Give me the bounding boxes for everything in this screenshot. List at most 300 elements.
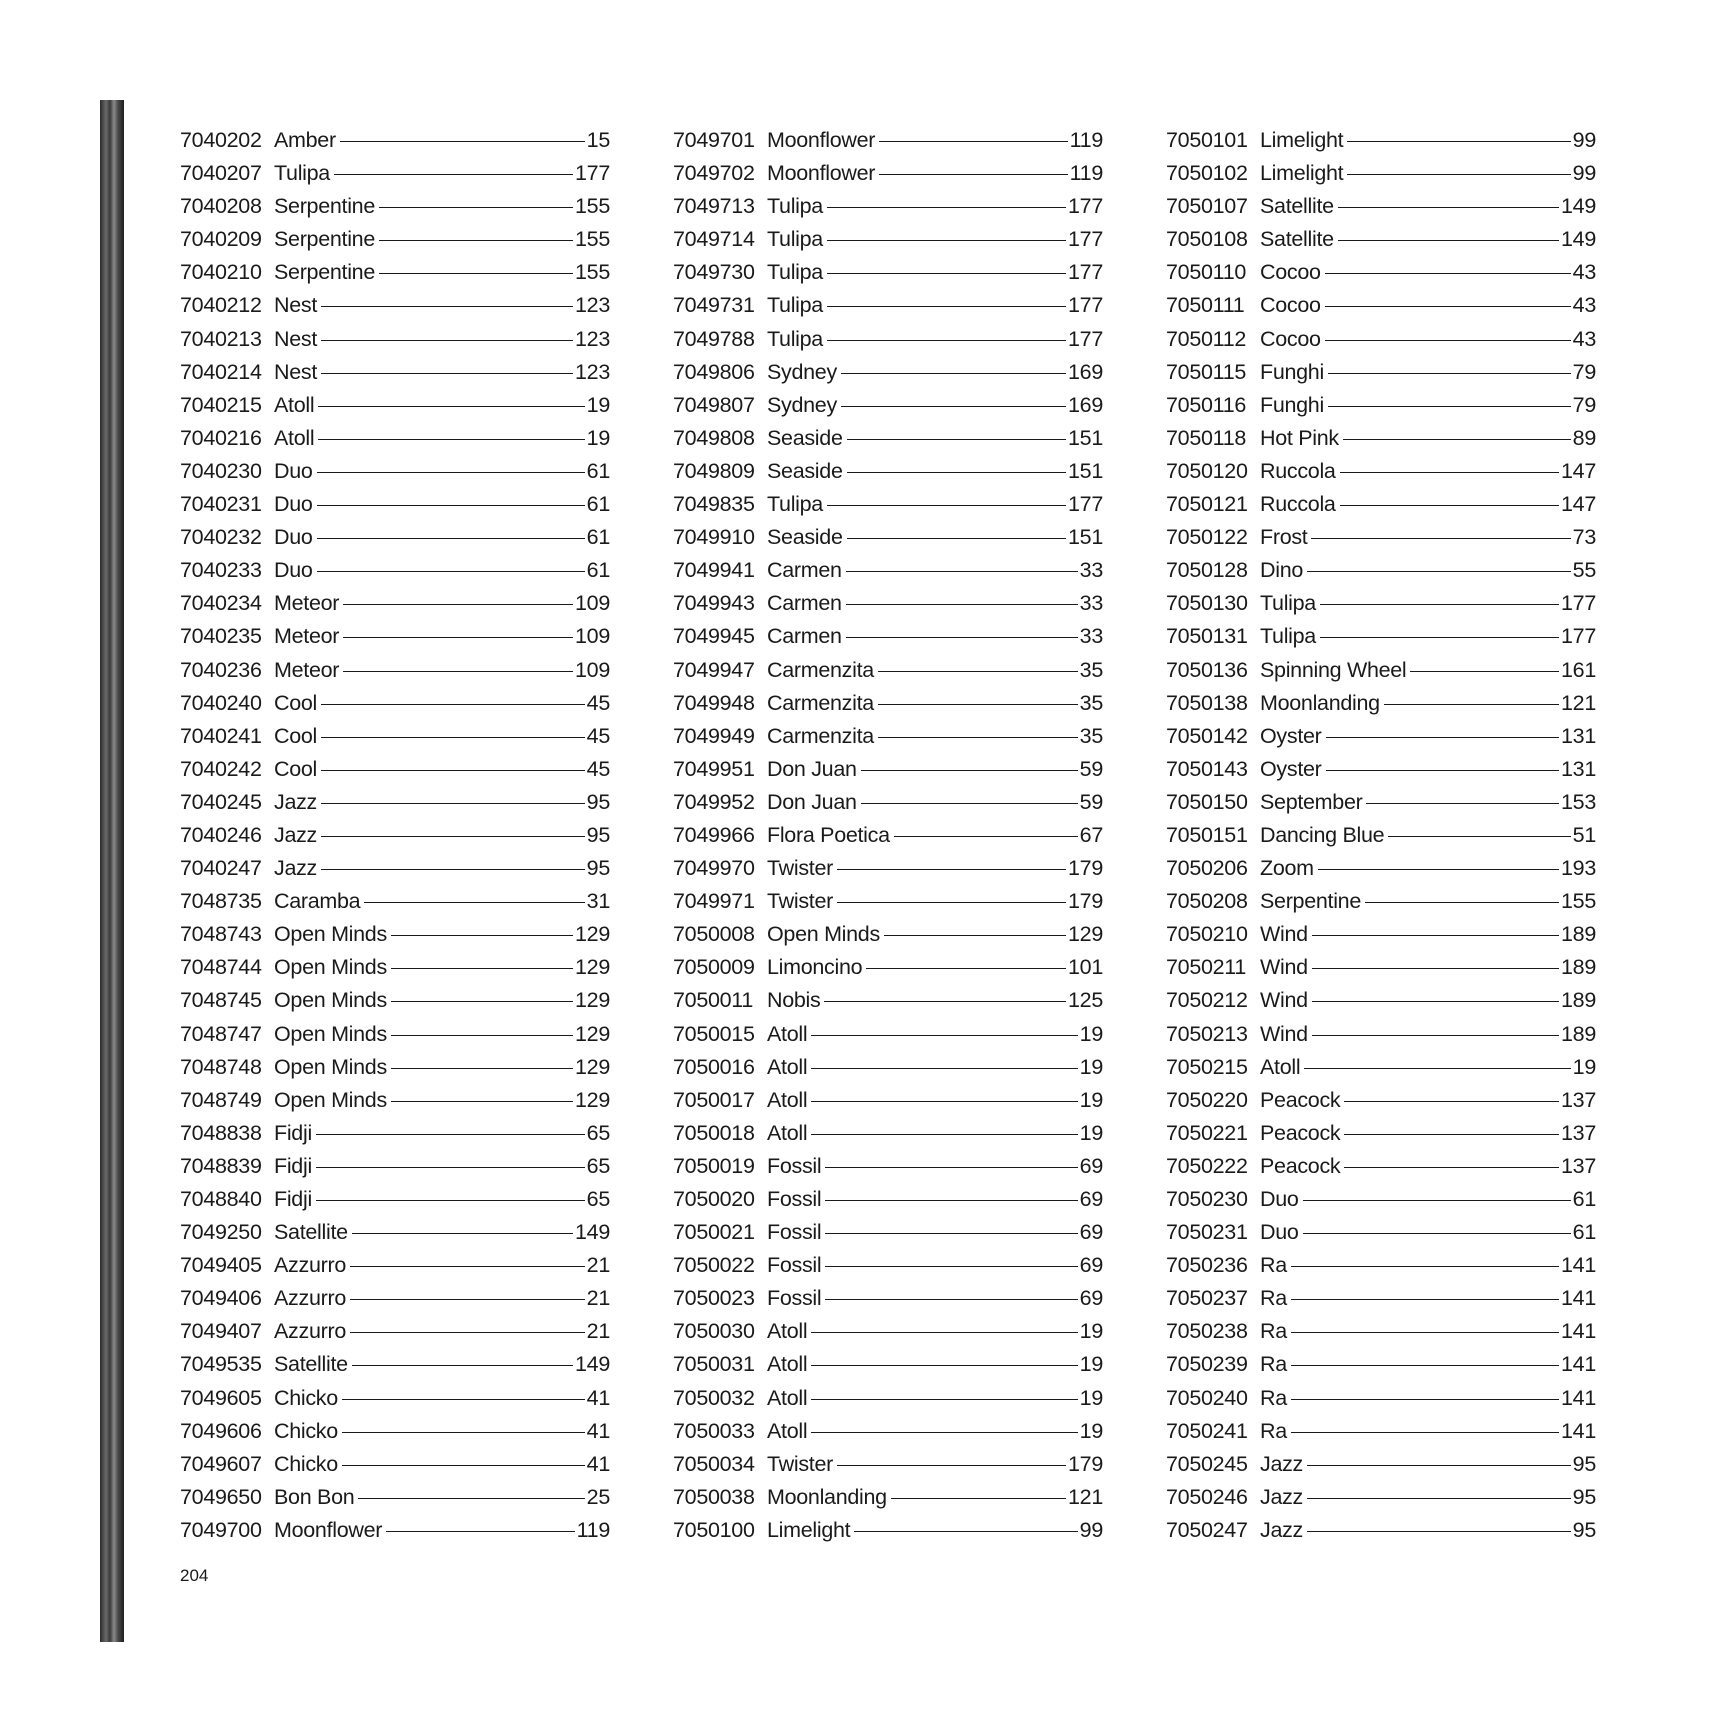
item-code: 7050118 (1166, 425, 1247, 450)
item-page-reference: 35 (1079, 723, 1103, 748)
item-page-reference: 99 (1079, 1517, 1103, 1542)
index-entry (180, 389, 610, 422)
item-code: 7049407 (180, 1319, 262, 1344)
leader-line (1291, 1299, 1559, 1300)
index-entry (673, 455, 1103, 488)
item-page-reference: 21 (586, 1253, 610, 1278)
item-code: 7049807 (673, 392, 755, 417)
item-code: 7050015 (673, 1021, 755, 1046)
leader-line (343, 637, 573, 638)
index-entry (1166, 1282, 1596, 1315)
item-page-reference: 65 (586, 1153, 610, 1178)
leader-line (1320, 604, 1559, 605)
item-name: Don Juan (767, 789, 857, 814)
index-entry (180, 951, 610, 984)
item-code: 7050215 (1166, 1054, 1248, 1079)
item-page-reference: 19 (1079, 1021, 1103, 1046)
item-page-reference: 149 (1561, 194, 1596, 219)
leader-line (316, 1200, 585, 1201)
item-name: Atoll (767, 1054, 808, 1079)
item-code: 7049945 (673, 624, 755, 649)
leader-line (1338, 207, 1559, 208)
item-code: 7050110 (1166, 260, 1247, 285)
item-code: 7049835 (673, 492, 755, 517)
item-name: Open Minds (274, 955, 387, 980)
index-entry (1166, 488, 1596, 521)
item-code: 7050115 (1166, 359, 1247, 384)
item-code: 7050239 (1166, 1352, 1248, 1377)
item-page-reference: 61 (1572, 1220, 1596, 1245)
index-entry (1166, 1150, 1596, 1183)
item-code: 7050138 (1166, 690, 1248, 715)
item-page-reference: 33 (1079, 624, 1103, 649)
item-page-reference: 89 (1572, 425, 1596, 450)
leader-line (321, 770, 585, 771)
leader-line (1410, 671, 1559, 672)
index-entry (1166, 1382, 1596, 1415)
index-entry (673, 1481, 1103, 1514)
item-name: Cocoo (1260, 260, 1321, 285)
item-name: Tulipa (767, 227, 823, 252)
index-entry (180, 1117, 610, 1150)
leader-line (837, 902, 1066, 903)
item-page-reference: 19 (1079, 1087, 1103, 1112)
item-name: Jazz (1260, 1517, 1304, 1542)
leader-line (358, 1498, 584, 1499)
item-code: 7049607 (180, 1451, 262, 1476)
index-entry (673, 1282, 1103, 1315)
item-code: 7050016 (673, 1054, 755, 1079)
item-page-reference: 189 (1561, 922, 1596, 947)
leader-line (824, 1001, 1066, 1002)
leader-line (811, 1068, 1077, 1069)
index-entry (1166, 885, 1596, 918)
item-name: Fossil (767, 1187, 822, 1211)
index-entry (180, 488, 610, 521)
index-entry (180, 1084, 610, 1117)
item-page-reference: 19 (1079, 1352, 1103, 1377)
item-code: 7049910 (673, 525, 755, 550)
index-entry (180, 1415, 610, 1448)
item-name: Duo (274, 558, 313, 583)
index-entry (180, 1018, 610, 1051)
index-entry (180, 455, 610, 488)
leader-line (350, 1266, 585, 1267)
leader-line (1340, 472, 1559, 473)
item-code: 7040232 (180, 525, 262, 550)
leader-line (342, 1432, 585, 1433)
item-name: Carmen (767, 558, 842, 583)
item-page-reference: 179 (1068, 889, 1103, 914)
item-code: 7050206 (1166, 856, 1248, 881)
item-name: Jazz (274, 856, 318, 881)
leader-line (1312, 1035, 1559, 1036)
item-code: 7050231 (1166, 1220, 1248, 1245)
item-page-reference: 169 (1068, 359, 1103, 384)
item-page-reference: 95 (586, 789, 610, 814)
index-entry (673, 323, 1103, 356)
leader-line (352, 1233, 573, 1234)
index-entry (1166, 1117, 1596, 1150)
index-entry (180, 1183, 610, 1216)
leader-line (878, 671, 1078, 672)
item-name: Don Juan (767, 756, 857, 781)
item-page-reference: 149 (1561, 227, 1596, 252)
item-page-reference: 21 (586, 1319, 610, 1344)
item-code: 7049405 (180, 1253, 262, 1278)
item-code: 7050017 (673, 1087, 755, 1112)
item-code: 7050121 (1166, 492, 1248, 517)
index-entry (1166, 1249, 1596, 1282)
item-code: 7040213 (180, 326, 262, 351)
index-entry (1166, 455, 1596, 488)
leader-line (1291, 1332, 1559, 1333)
item-name: Sydney (767, 392, 837, 417)
index-entry (1166, 753, 1596, 786)
item-page-reference: 141 (1561, 1418, 1596, 1443)
leader-line (861, 770, 1078, 771)
item-code: 7050112 (1166, 326, 1247, 351)
index-entry (180, 786, 610, 819)
index-entry (1166, 256, 1596, 289)
item-name: Atoll (1260, 1054, 1301, 1079)
item-page-reference: 129 (1068, 922, 1103, 947)
item-name: September (1260, 789, 1363, 814)
item-code: 7050240 (1166, 1385, 1248, 1410)
index-entry (673, 885, 1103, 918)
leader-line (1307, 571, 1571, 572)
item-code: 7050032 (673, 1385, 755, 1410)
item-page-reference: 41 (586, 1451, 610, 1476)
leader-line (847, 472, 1066, 473)
item-page-reference: 153 (1561, 789, 1596, 814)
index-entry (180, 1216, 610, 1249)
item-code: 7049788 (673, 326, 755, 351)
item-page-reference: 99 (1572, 128, 1596, 152)
item-code: 7050238 (1166, 1319, 1248, 1344)
index-entry (673, 1514, 1103, 1547)
index-entry (180, 753, 610, 786)
leader-line (825, 1266, 1077, 1267)
item-code: 7049948 (673, 690, 755, 715)
item-code: 7050107 (1166, 194, 1248, 219)
leader-line (317, 472, 585, 473)
item-page-reference: 19 (1572, 1054, 1596, 1079)
item-name: Cool (274, 756, 318, 781)
item-page-reference: 99 (1572, 161, 1596, 186)
item-page-reference: 189 (1561, 1021, 1596, 1046)
item-page-reference: 155 (575, 194, 610, 219)
index-entry (673, 720, 1103, 753)
item-code: 7049806 (673, 359, 755, 384)
item-code: 7050143 (1166, 756, 1248, 781)
item-name: Open Minds (274, 922, 387, 947)
item-page-reference: 177 (1068, 227, 1103, 252)
item-code: 7049970 (673, 856, 755, 881)
item-page-reference: 123 (575, 293, 610, 318)
index-entry (673, 190, 1103, 223)
leader-line (1311, 538, 1570, 539)
item-page-reference: 61 (1572, 1187, 1596, 1211)
index-entry (673, 687, 1103, 720)
item-name: Tulipa (274, 161, 330, 186)
item-name: Fossil (767, 1220, 822, 1245)
item-page-reference: 177 (1068, 260, 1103, 285)
item-name: Ra (1260, 1418, 1287, 1443)
item-name: Nest (274, 326, 318, 351)
item-code: 7049535 (180, 1352, 262, 1377)
item-code: 7040212 (180, 293, 262, 318)
item-page-reference: 179 (1068, 1451, 1103, 1476)
item-code: 7050150 (1166, 789, 1248, 814)
item-name: Peacock (1260, 1087, 1341, 1112)
item-code: 7050030 (673, 1319, 755, 1344)
item-page-reference: 155 (1561, 889, 1596, 914)
item-name: Fossil (767, 1153, 822, 1178)
item-name: Atoll (767, 1319, 808, 1344)
item-code: 7050237 (1166, 1286, 1248, 1311)
item-page-reference: 109 (575, 624, 610, 649)
index-entry (180, 1051, 610, 1084)
item-name: Carmen (767, 591, 842, 616)
item-code: 7040241 (180, 723, 262, 748)
item-page-reference: 177 (575, 161, 610, 186)
index-entry (180, 190, 610, 223)
item-page-reference: 41 (586, 1418, 610, 1443)
item-code: 7050131 (1166, 624, 1248, 649)
item-page-reference: 123 (575, 326, 610, 351)
leader-line (1326, 737, 1560, 738)
item-code: 7049952 (673, 789, 755, 814)
item-page-reference: 137 (1561, 1087, 1596, 1112)
item-name: Moonflower (767, 161, 876, 186)
item-page-reference: 61 (586, 458, 610, 483)
item-page-reference: 121 (1068, 1484, 1103, 1509)
leader-line (841, 373, 1066, 374)
leader-line (1328, 373, 1571, 374)
index-entry (673, 1084, 1103, 1117)
leader-line (1318, 869, 1559, 870)
leader-line (827, 207, 1066, 208)
item-name: Fossil (767, 1253, 822, 1278)
index-entry (673, 389, 1103, 422)
index-entry (673, 918, 1103, 951)
item-code: 7050023 (673, 1286, 755, 1311)
index-entry (180, 819, 610, 852)
item-page-reference: 177 (1561, 624, 1596, 649)
item-code: 7050130 (1166, 591, 1248, 616)
item-page-reference: 141 (1561, 1253, 1596, 1278)
item-code: 7050151 (1166, 822, 1248, 847)
index-entry (673, 819, 1103, 852)
item-code: 7040240 (180, 690, 262, 715)
item-name: Fidji (274, 1153, 312, 1178)
item-name: Limelight (767, 1517, 851, 1542)
item-page-reference: 149 (575, 1220, 610, 1245)
item-code: 7050136 (1166, 657, 1248, 682)
index-entry (673, 587, 1103, 620)
item-name: Fidji (274, 1120, 312, 1145)
item-name: Fossil (767, 1286, 822, 1311)
item-name: Limoncino (767, 955, 863, 980)
item-page-reference: 131 (1561, 723, 1596, 748)
item-name: Open Minds (274, 1021, 387, 1046)
index-entry (180, 554, 610, 587)
item-name: Ra (1260, 1319, 1287, 1344)
leader-line (1312, 968, 1559, 969)
item-code: 7049605 (180, 1385, 262, 1410)
item-name: Atoll (767, 1087, 808, 1112)
item-code: 7048743 (180, 922, 262, 947)
index-entry (1166, 1481, 1596, 1514)
leader-line (391, 1001, 573, 1002)
item-name: Sydney (767, 359, 837, 384)
leader-line (321, 737, 585, 738)
index-entry (180, 1348, 610, 1381)
item-name: Meteor (274, 624, 340, 649)
index-entry (1166, 356, 1596, 389)
index-column-3 (1166, 124, 1596, 1547)
index-column-2 (673, 124, 1103, 1547)
item-page-reference: 79 (1572, 359, 1596, 384)
item-name: Zoom (1260, 856, 1314, 881)
item-code: 7050021 (673, 1220, 755, 1245)
item-page-reference: 125 (1068, 988, 1103, 1013)
item-page-reference: 61 (586, 558, 610, 583)
item-page-reference: 189 (1561, 955, 1596, 980)
item-code: 7049730 (673, 260, 755, 285)
item-name: Jazz (1260, 1451, 1304, 1476)
leader-line (318, 439, 584, 440)
item-page-reference: 43 (1572, 326, 1596, 351)
item-name: Satellite (1260, 194, 1334, 219)
item-code: 7050122 (1166, 525, 1248, 550)
index-entry (1166, 819, 1596, 852)
item-name: Chicko (274, 1418, 338, 1443)
item-name: Jazz (1260, 1484, 1304, 1509)
item-page-reference: 15 (586, 128, 610, 152)
item-name: Ra (1260, 1253, 1287, 1278)
item-name: Cool (274, 690, 318, 715)
leader-line (837, 869, 1066, 870)
index-entry (180, 521, 610, 554)
index-column-1 (180, 124, 610, 1547)
item-code: 7040202 (180, 128, 262, 152)
leader-line (316, 1134, 585, 1135)
item-code: 7040235 (180, 624, 262, 649)
item-code: 7048748 (180, 1054, 262, 1079)
leader-line (827, 505, 1066, 506)
item-name: Oyster (1260, 723, 1322, 748)
index-entry (1166, 1183, 1596, 1216)
leader-line (317, 571, 585, 572)
item-code: 7040230 (180, 458, 262, 483)
item-page-reference: 79 (1572, 392, 1596, 417)
item-code: 7049947 (673, 657, 755, 682)
item-page-reference: 169 (1068, 392, 1103, 417)
leader-line (391, 935, 573, 936)
item-code: 7050230 (1166, 1187, 1248, 1211)
item-page-reference: 69 (1079, 1187, 1103, 1211)
item-page-reference: 141 (1561, 1385, 1596, 1410)
index-entry (1166, 786, 1596, 819)
item-page-reference: 35 (1079, 657, 1103, 682)
item-code: 7040234 (180, 591, 262, 616)
index-entry (673, 488, 1103, 521)
item-page-reference: 19 (1079, 1418, 1103, 1443)
leader-line (1325, 340, 1571, 341)
index-entry (1166, 918, 1596, 951)
leader-line (866, 968, 1066, 969)
item-code: 7050034 (673, 1451, 755, 1476)
leader-line (321, 836, 585, 837)
leader-line (342, 1465, 585, 1466)
item-page-reference: 151 (1068, 525, 1103, 550)
item-code: 7050211 (1166, 955, 1247, 980)
index-entry (180, 124, 610, 157)
item-page-reference: 123 (575, 359, 610, 384)
item-page-reference: 129 (575, 1054, 610, 1079)
index-entry (673, 1150, 1103, 1183)
leader-line (811, 1134, 1077, 1135)
item-code: 7040208 (180, 194, 262, 219)
leader-line (1291, 1399, 1559, 1400)
leader-line (364, 902, 584, 903)
item-page-reference: 43 (1572, 260, 1596, 285)
leader-line (811, 1399, 1077, 1400)
index-entry (1166, 984, 1596, 1017)
item-name: Meteor (274, 657, 340, 682)
index-entry (673, 157, 1103, 190)
item-name: Cocoo (1260, 326, 1321, 351)
item-name: Carmenzita (767, 723, 874, 748)
item-name: Seaside (767, 458, 843, 483)
leader-line (342, 1399, 585, 1400)
leader-line (1388, 836, 1570, 837)
item-name: Seaside (767, 425, 843, 450)
item-name: Cocoo (1260, 293, 1321, 318)
item-code: 7050033 (673, 1418, 755, 1443)
item-page-reference: 151 (1068, 458, 1103, 483)
item-page-reference: 73 (1572, 525, 1596, 550)
item-code: 7049701 (673, 128, 755, 152)
item-code: 7050102 (1166, 161, 1248, 186)
index-entry (180, 918, 610, 951)
leader-line (846, 571, 1078, 572)
item-name: Bon Bon (274, 1484, 355, 1509)
item-page-reference: 19 (586, 425, 610, 450)
index-entry (673, 1448, 1103, 1481)
item-name: Atoll (274, 425, 315, 450)
item-name: Limelight (1260, 161, 1344, 186)
leader-line (827, 340, 1066, 341)
item-name: Wind (1260, 988, 1308, 1013)
item-page-reference: 19 (1079, 1385, 1103, 1410)
leader-line (1325, 306, 1571, 307)
item-name: Open Minds (274, 1087, 387, 1112)
leader-line (379, 273, 573, 274)
leader-line (846, 604, 1078, 605)
leader-line (841, 406, 1066, 407)
leader-line (837, 1465, 1066, 1466)
leader-line (391, 1068, 573, 1069)
leader-line (1343, 439, 1571, 440)
item-code: 7049809 (673, 458, 755, 483)
item-name: Serpentine (274, 194, 375, 219)
item-page-reference: 137 (1561, 1153, 1596, 1178)
item-code: 7049949 (673, 723, 755, 748)
item-code: 7049700 (180, 1517, 262, 1542)
